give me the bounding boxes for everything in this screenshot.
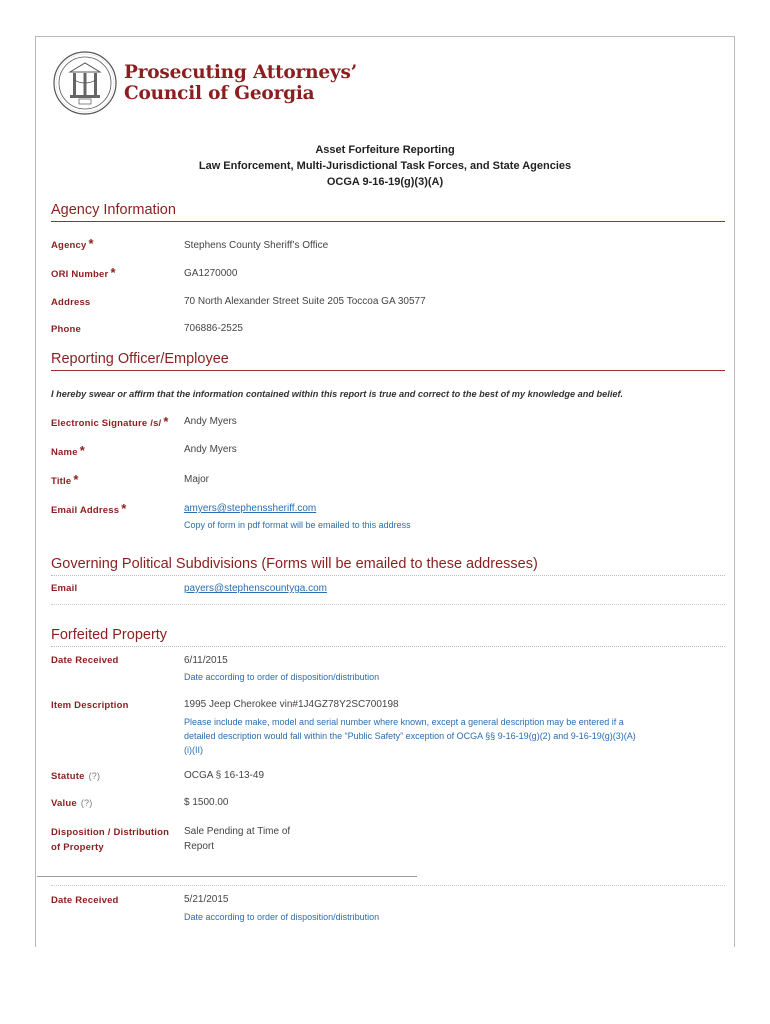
help-icon[interactable]: (?) xyxy=(80,798,93,808)
statute-value: OCGA § 16-13-49 xyxy=(184,770,265,781)
section-forfeited-property: Forfeited Property xyxy=(51,627,725,647)
agency-label-text: Agency xyxy=(51,240,87,251)
title-value: Major xyxy=(184,474,210,485)
oath-statement: I hereby swear or affirm that the information contained within this report is true and correct to the best of my knowledge and belief. xyxy=(51,389,624,399)
email-address-label xyxy=(51,501,127,520)
agency-value: Stephens County Sheriff’s Office xyxy=(184,240,329,251)
disposition-label-line1: Disposition / Distribution xyxy=(51,827,170,838)
email-hint: Copy of form in pdf format will be emailed to this address xyxy=(184,520,411,530)
value-label xyxy=(51,798,92,809)
name-label-text: Name xyxy=(51,447,78,458)
date-received-value: 6/11/2015 xyxy=(184,655,228,666)
disposition-label xyxy=(51,825,169,855)
governing-email-label: Email xyxy=(51,583,78,594)
date-received-label: Date Received xyxy=(51,655,119,666)
report-code: OCGA 9-16-19(g)(3)(A) xyxy=(326,176,444,188)
name-value: Andy Myers xyxy=(184,444,237,455)
value-amount: $ 1500.00 xyxy=(184,797,229,808)
org-name-line1: Prosecuting Attorneys’ xyxy=(124,62,357,83)
value-label-text: Value xyxy=(51,798,77,809)
section-agency-information: Agency Information xyxy=(51,202,725,222)
date-received-hint: Date according to order of disposition/distribution xyxy=(184,672,380,682)
item-description-hint: Please include make, model and serial number where known, except a general description may be entered if a detailed description would fall within the “Public Safety” exception of OCGA §§ 9-16-19(g)(2) and 9-16-19(g)(3)(A)(i)(II) xyxy=(184,717,636,755)
item-description-label: Item Description xyxy=(51,700,129,711)
required-asterisk: * xyxy=(163,414,169,429)
phone-value: 706886-2525 xyxy=(184,323,243,334)
georgia-seal-logo xyxy=(52,50,118,116)
org-name xyxy=(124,62,357,104)
help-icon[interactable]: (?) xyxy=(88,771,101,781)
section-governing-subdivisions: Governing Political Subdivisions (Forms will be emailed to these addresses) xyxy=(51,556,725,576)
phone-label: Phone xyxy=(51,324,82,335)
signature-label xyxy=(51,414,169,433)
date-received-2-value: 5/21/2015 xyxy=(184,894,229,905)
officer-email-link[interactable]: amyers@stephenssheriff.com xyxy=(184,503,317,514)
divider xyxy=(51,885,725,886)
title-label xyxy=(51,472,79,491)
address-label: Address xyxy=(51,297,91,308)
governing-email-link[interactable]: payers@stephenscountyga.com xyxy=(184,583,328,594)
email-address-label-text: Email Address xyxy=(51,505,120,516)
section-reporting-officer: Reporting Officer/Employee xyxy=(51,351,725,371)
report-title: Asset Forfeiture Reporting xyxy=(315,144,455,156)
ori-number-label-text: ORI Number xyxy=(51,269,109,280)
address-value: 70 North Alexander Street Suite 205 Toccoa GA 30577 xyxy=(184,296,426,307)
ori-number-value: GA1270000 xyxy=(184,268,238,279)
agency-label xyxy=(51,236,94,255)
org-name-line2: Council of Georgia xyxy=(124,83,315,104)
title-label-text: Title xyxy=(51,476,72,487)
signature-label-text: Electronic Signature /s/ xyxy=(51,418,162,429)
date-received-2-label: Date Received xyxy=(51,895,119,906)
report-title-block xyxy=(0,142,770,190)
item-description-value: 1995 Jeep Cherokee vin#1J4GZ78Y2SC700198 xyxy=(184,699,399,710)
signature-value: Andy Myers xyxy=(184,416,237,427)
statute-label xyxy=(51,771,100,782)
separator-line xyxy=(37,876,417,877)
required-asterisk: * xyxy=(73,472,79,487)
ori-number-label xyxy=(51,265,116,284)
divider xyxy=(51,604,725,605)
required-asterisk: * xyxy=(121,501,127,516)
report-subtitle: Law Enforcement, Multi-Jurisdictional Task Forces, and State Agencies xyxy=(198,160,572,172)
disposition-value-line2: Report xyxy=(184,841,215,852)
required-asterisk: * xyxy=(110,265,116,280)
required-asterisk: * xyxy=(79,443,85,458)
disposition-value xyxy=(184,824,290,854)
disposition-label-line2: of Property xyxy=(51,842,104,853)
date-received-2-hint: Date according to order of disposition/distribution xyxy=(184,912,380,922)
required-asterisk: * xyxy=(88,236,94,251)
name-label xyxy=(51,443,85,462)
disposition-value-line1: Sale Pending at Time of xyxy=(184,826,291,837)
statute-label-text: Statute xyxy=(51,771,85,782)
